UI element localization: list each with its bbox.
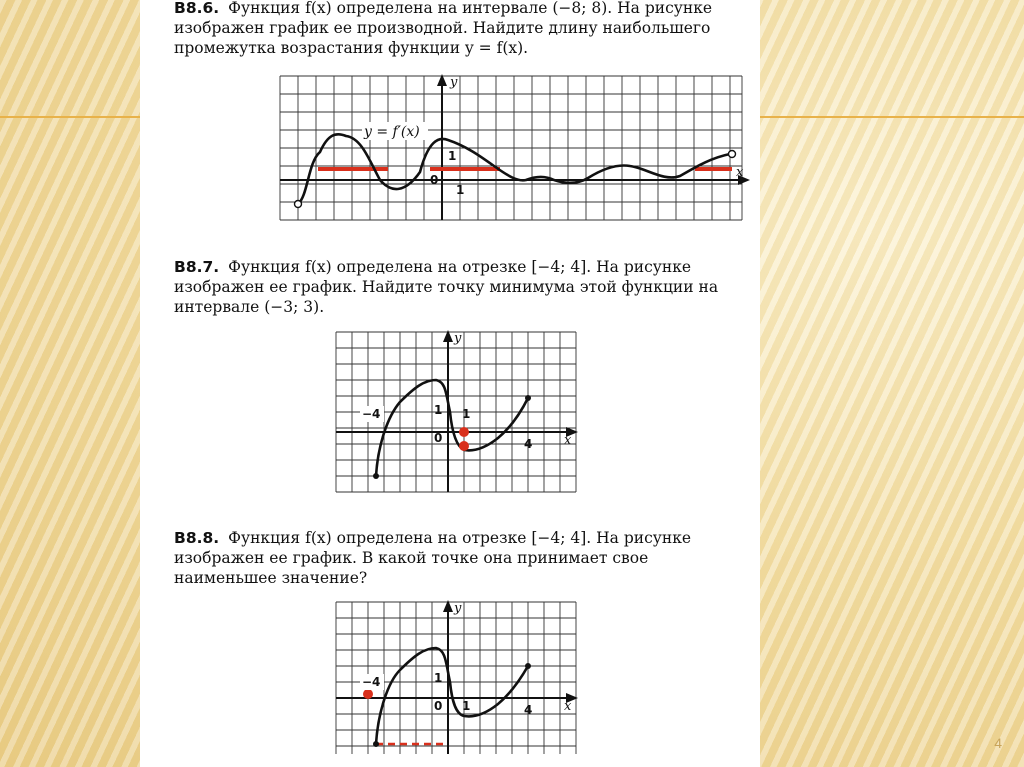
problem-b8-6: [174, 0, 744, 58]
problem-b8-7: [174, 257, 744, 317]
endpoint-right: [525, 395, 531, 401]
tick-pos4-label: 4: [524, 437, 533, 451]
slide-number: 4: [994, 735, 1002, 751]
problem-text: Функция f(x) определена на отрезке [−4; 4]. На рисунке изображен ее график. В какой точке она принимает свое наименьшее значение?: [174, 529, 692, 587]
tick-y-label: 1: [448, 149, 457, 163]
y-axis-label: y: [450, 75, 458, 90]
decor-line-right: [760, 116, 1024, 118]
tick-x-label: 1: [462, 407, 471, 421]
endpoint-left: [373, 741, 379, 747]
problem-text: Функция f(x) определена на отрезке [−4; 4]. На рисунке изображен ее график. Найдите точку минимума этой функции на интервале (−3; 3).: [174, 258, 719, 316]
graph-b8-6: [270, 72, 750, 222]
decor-line-left: [0, 116, 140, 118]
x-axis-label: x: [564, 699, 572, 714]
tick-y-label: 1: [434, 671, 443, 685]
curve-label: y = f′(x): [364, 124, 420, 140]
problem-text: Функция f(x) определена на интервале (−8; 8). На рисунке изображен график ее производной. Найдите длину наибольшего промежутка возрастания функции y = f(x).: [174, 0, 713, 57]
tick-pos4-label: 4: [524, 703, 533, 717]
grid: [280, 76, 742, 220]
y-axis-label: y: [454, 331, 462, 346]
graph-b8-7: [332, 328, 582, 496]
origin-label: 0: [430, 173, 439, 187]
highlight-point-min: [459, 441, 469, 451]
tick-y-label: 1: [434, 403, 443, 417]
problem-number: В8.6.: [174, 0, 220, 17]
open-endpoint-right: [729, 151, 736, 158]
graph-b8-8: [332, 598, 582, 758]
problem-number: В8.8.: [174, 529, 220, 547]
tick-x-label: 1: [456, 183, 465, 197]
open-endpoint-left: [295, 201, 302, 208]
problem-number: В8.7.: [174, 258, 220, 276]
highlight-point-axis: [459, 427, 469, 437]
x-axis-label: x: [564, 433, 572, 448]
y-axis-label: y: [454, 601, 462, 616]
x-axis-label: x: [736, 165, 744, 180]
origin-label: 0: [434, 699, 443, 713]
endpoint-right: [525, 663, 531, 669]
origin-label: 0: [434, 431, 443, 445]
endpoint-left: [373, 473, 379, 479]
tick-neg4-label: −4: [362, 675, 381, 689]
tick-neg4-label: −4: [362, 407, 381, 421]
highlight-point-neg4: [363, 689, 373, 699]
problem-b8-8: [174, 528, 744, 588]
textbook-page: [140, 0, 760, 767]
tick-x-label: 1: [462, 699, 471, 713]
